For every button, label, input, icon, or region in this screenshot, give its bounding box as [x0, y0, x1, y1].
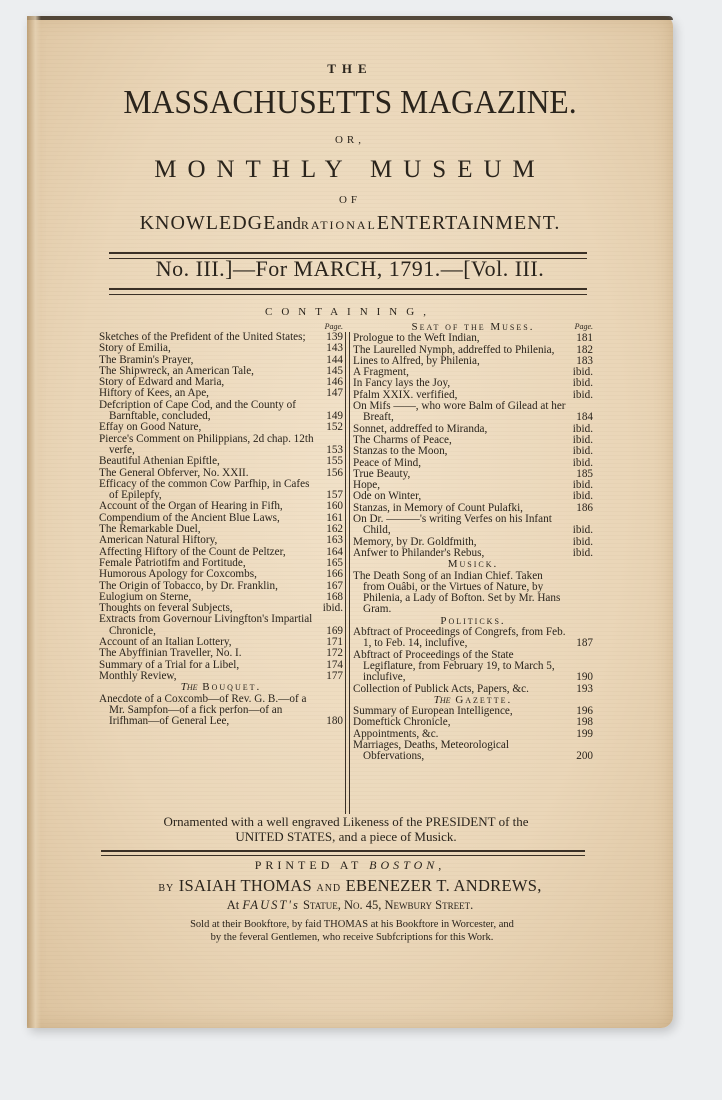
- entry-page-number: 184: [576, 411, 593, 424]
- entry-title: The Bramin's Prayer,: [99, 353, 194, 366]
- entry-title: Abftract of Proceedings of the State Legiflature, from February 19, to March 5, inclufive,: [353, 648, 555, 684]
- entry-title: Effay on Good Nature,: [99, 421, 202, 434]
- entry-title: Collection of Publick Acts, Papers, &c.: [353, 682, 529, 695]
- entry-page-number: 160: [326, 500, 343, 513]
- entry-title: Monthly Review,: [99, 669, 177, 682]
- entry-page-number: 171: [326, 636, 343, 649]
- musick-entries: [353, 571, 593, 616]
- entry-title: Stanzas to the Moon,: [353, 445, 448, 458]
- entry-page-number: 139: [326, 331, 343, 343]
- entry-title: Thoughts on feveral Subjects,: [99, 602, 233, 615]
- tagline-entertainment: ENTERTAINMENT.: [376, 212, 561, 234]
- entry-title: Peace of Mind,: [353, 456, 422, 469]
- entry-page-number: 183: [576, 354, 593, 367]
- contents-entry: [353, 514, 593, 537]
- tagline-rational: RATIONAL: [300, 218, 377, 232]
- masthead-the: THE: [327, 61, 373, 76]
- contents-entry: [353, 717, 593, 728]
- entry-page-number: ibid.: [572, 377, 593, 390]
- entry-title: Hiftory of Kees, an Ape,: [99, 387, 209, 400]
- entry-title: Efficacy of the common Cow Parfhip, in Cafes of Epilepfy,: [99, 477, 310, 502]
- section-heading-gazette: The Gazette.: [433, 693, 513, 706]
- entry-page-number: 193: [576, 682, 593, 695]
- contents-entry: [99, 422, 343, 433]
- entry-title: Story of Emilia,: [99, 342, 171, 355]
- entry-title: Defcription of Cape Cod, and the County of Barnftable, concluded,: [99, 398, 296, 423]
- entry-page-number: 186: [576, 501, 593, 514]
- contents-entry: [353, 627, 593, 650]
- entry-title: The Remarkable Duel,: [99, 523, 201, 536]
- section-heading-musick: Musick.: [447, 558, 499, 571]
- entry-page-number: ibid.: [572, 445, 593, 458]
- section-heading-politicks: Politicks.: [440, 614, 506, 627]
- imprint-address: At FAUST's Statue, No. 45, Newbury Street.: [226, 898, 474, 912]
- masthead-or: OR,: [334, 134, 366, 146]
- entry-title: Domeftick Chronicle,: [353, 716, 451, 729]
- entry-page-number: 177: [326, 669, 343, 682]
- entry-page-number: 155: [326, 455, 343, 468]
- entry-page-number: 153: [326, 443, 343, 456]
- entry-title: The Death Song of an Indian Chief. Taken from Ouâbi, or the Virtues of Nature, by Philenia, a Lady of Bofton. Set by Mr. Hans Gram.: [353, 569, 561, 616]
- column-divider: [345, 332, 350, 814]
- contents-entry: [353, 469, 593, 480]
- entry-page-number: ibid.: [572, 524, 593, 537]
- entry-page-number: 181: [576, 332, 593, 345]
- entry-title: The General Obferver, No. XXII.: [99, 466, 249, 479]
- entry-title: Lines to Alfred, by Philenia,: [353, 354, 480, 367]
- entry-page-number: 174: [326, 658, 343, 671]
- entry-title: Pfalm XXIX. verfified,: [353, 388, 458, 401]
- contents-entry: [353, 571, 593, 616]
- entry-page-number: 163: [326, 534, 343, 547]
- entry-title: Anecdote of a Coxcomb—of Rev. G. B.—of a Mr. Sampfon—of a fick perfon—of an Irifhman—of General Lee,: [99, 692, 307, 728]
- tagline-and: and: [276, 214, 301, 233]
- page-column-label-right: Page.: [574, 322, 593, 331]
- entry-page-number: ibid.: [572, 535, 593, 548]
- entry-page-number: 164: [326, 545, 343, 558]
- ornament-note: Ornamented with a well engraved Likeness of the PRESIDENT of the UNITED STATES, and a piece of Musick.: [163, 814, 529, 844]
- section-heading-bouquet: The Bouquet.: [180, 681, 262, 694]
- tagline-knowledge: KNOWLEDGE: [139, 212, 277, 234]
- entry-page-number: 165: [326, 556, 343, 569]
- entry-title: Female Patriotifm and Fortitude,: [99, 556, 246, 569]
- contents-entry: [99, 648, 343, 659]
- contents-entry: [353, 740, 593, 763]
- entry-title: Humorous Apology for Coxcombs,: [99, 568, 257, 581]
- entry-title: Summary of a Trial for a Libel,: [99, 658, 240, 671]
- entry-page-number: 162: [326, 523, 343, 536]
- contents-entry: [99, 456, 343, 467]
- contents-left-column: [99, 322, 343, 727]
- entry-page-number: 190: [576, 671, 593, 684]
- entry-title: Extracts from Governour Livingfton's Impartial Chronicle,: [99, 613, 313, 637]
- entry-page-number: ibid.: [572, 490, 593, 503]
- entry-title: The Laurelled Nymph, addreffed to Philenia,: [353, 343, 555, 356]
- entry-page-number: 167: [326, 579, 343, 592]
- entry-title: Story of Edward and Maria,: [99, 376, 225, 389]
- magazine-tagline: [27, 212, 673, 235]
- entry-page-number: ibid.: [572, 422, 593, 435]
- page-content: [27, 16, 673, 1028]
- imprint-sold-by: Sold at their Bookftore, by faid THOMAS at his Bookftore in Worcester, and by the feveral Gentlemen, who receive Subfcriptions for this Work.: [190, 919, 514, 943]
- entry-title: Account of an Italian Lottery,: [99, 636, 232, 649]
- entry-page-number: 180: [326, 715, 343, 728]
- magazine-title: MASSACHUSETTS MAGAZINE.: [123, 84, 577, 121]
- entry-page-number: 161: [326, 511, 343, 524]
- entry-title: A Fragment,: [353, 366, 409, 379]
- entry-page-number: ibid.: [572, 546, 593, 559]
- entry-title: The Origin of Tobacco, by Dr. Franklin,: [99, 579, 278, 592]
- entry-title: Hope,: [353, 479, 381, 492]
- contents-entry: [99, 535, 343, 546]
- imprint-printed-at: PRINTED AT BOSTON,: [254, 858, 446, 872]
- entry-title: Ode on Winter,: [353, 490, 422, 503]
- entry-page-number: 200: [576, 750, 593, 763]
- contents-right-column: [353, 322, 593, 763]
- entry-page-number: 145: [326, 364, 343, 377]
- entry-title: The Charms of Peace,: [353, 433, 452, 446]
- entry-page-number: ibid.: [322, 602, 343, 615]
- entry-title: Marriages, Deaths, Meteorological Obfervations,: [353, 738, 509, 763]
- entry-page-number: ibid.: [572, 433, 593, 446]
- entry-title: Eulogium on Sterne,: [99, 590, 192, 603]
- entry-title: True Beauty,: [353, 467, 411, 480]
- entry-title: Sketches of the Prefident of the United States;: [99, 331, 306, 343]
- entry-title: Prologue to the Weft Indian,: [353, 332, 480, 345]
- contents-entry: [99, 400, 343, 423]
- entry-page-number: 143: [326, 342, 343, 355]
- left-entries: [99, 332, 343, 682]
- rule-under-issue: [109, 288, 587, 295]
- rule-bottom: [101, 850, 585, 856]
- entry-title: On Dr. ———'s writing Verfes on his Infant Child,: [353, 513, 552, 537]
- entry-title: In Fancy lays the Joy,: [353, 377, 451, 390]
- entry-page-number: 166: [326, 568, 343, 581]
- entry-page-number: 185: [576, 467, 593, 480]
- contents-entry: [353, 401, 593, 424]
- entry-page-number: 157: [326, 489, 343, 502]
- entry-page-number: ibid.: [572, 456, 593, 469]
- issue-line: No. III.]—For MARCH, 1791.—[Vol. III.: [155, 256, 545, 281]
- entry-page-number: 146: [326, 376, 343, 389]
- contents-entry: [99, 343, 343, 354]
- entry-page-number: ibid.: [572, 366, 593, 379]
- bouquet-entries: [99, 694, 343, 728]
- entry-page-number: 187: [576, 637, 593, 650]
- gazette-entries: [353, 706, 593, 762]
- magazine-cover-page: [27, 16, 673, 1028]
- entry-title: Memory, by Dr. Goldfmith,: [353, 535, 477, 548]
- contents-entry: [99, 614, 343, 637]
- politicks-entries: [353, 627, 593, 695]
- contents-heading: CONTAINING,: [265, 306, 435, 318]
- entry-title: American Natural Hiftory,: [99, 534, 218, 547]
- entry-title: Affecting Hiftory of the Count de Peltzer,: [99, 545, 286, 558]
- entry-title: Summary of European Intelligence,: [353, 705, 513, 718]
- entry-title: Account of the Organ of Hearing in Fifh,: [99, 500, 283, 513]
- contents-entry: [99, 479, 343, 502]
- entry-page-number: 169: [326, 624, 343, 637]
- entry-title: Sonnet, addreffed to Miranda,: [353, 422, 488, 435]
- section-heading-muses: Seat of the Muses.: [411, 321, 535, 333]
- entry-page-number: 182: [576, 343, 593, 356]
- entry-title: Compendium of the Ancient Blue Laws,: [99, 511, 280, 524]
- entry-title: Anfwer to Philander's Rebus,: [353, 546, 485, 559]
- entry-page-number: 172: [326, 647, 343, 660]
- entry-page-number: 149: [326, 410, 343, 423]
- entry-page-number: 156: [326, 466, 343, 479]
- entry-page-number: ibid.: [572, 388, 593, 401]
- page-column-label: Page.: [324, 322, 343, 331]
- entry-page-number: 152: [326, 421, 343, 434]
- contents-entry: [353, 333, 593, 344]
- entry-title: Stanzas, in Memory of Count Pulafki,: [353, 501, 523, 514]
- entry-title: On Mifs ——, who wore Balm of Gilead at her Breaft,: [353, 400, 566, 424]
- imprint-printers: BY ISAIAH THOMAS AND EBENEZER T. ANDREWS,: [158, 876, 542, 895]
- entry-page-number: 144: [326, 353, 343, 366]
- magazine-subtitle: MONTHLY MUSEUM: [154, 156, 546, 183]
- entry-page-number: 196: [576, 705, 593, 718]
- contents-entry: [99, 694, 343, 728]
- entry-page-number: 168: [326, 590, 343, 603]
- entry-title: The Shipwreck, an American Tale,: [99, 364, 254, 377]
- contents-entry: [99, 569, 343, 580]
- entry-title: Pierce's Comment on Philippians, 2d chap. 12th verfe,: [99, 432, 314, 456]
- entry-page-number: ibid.: [572, 479, 593, 492]
- entry-title: Abftract of Proceedings of Congrefs, from Feb. 1, to Feb. 14, inclufive,: [353, 626, 566, 650]
- entry-page-number: 147: [326, 387, 343, 400]
- entry-page-number: 199: [576, 727, 593, 740]
- contents-entry: [353, 650, 593, 684]
- entry-title: Beautiful Athenian Epiftle,: [99, 455, 220, 468]
- muses-entries: [353, 333, 593, 559]
- entry-title: Appointments, &c.: [353, 727, 439, 740]
- masthead-of: OF: [338, 194, 362, 206]
- contents-entry: [353, 446, 593, 457]
- contents-entry: [99, 434, 343, 457]
- entry-page-number: 198: [576, 716, 593, 729]
- entry-title: The Abyffinian Traveller, No. I.: [99, 647, 242, 660]
